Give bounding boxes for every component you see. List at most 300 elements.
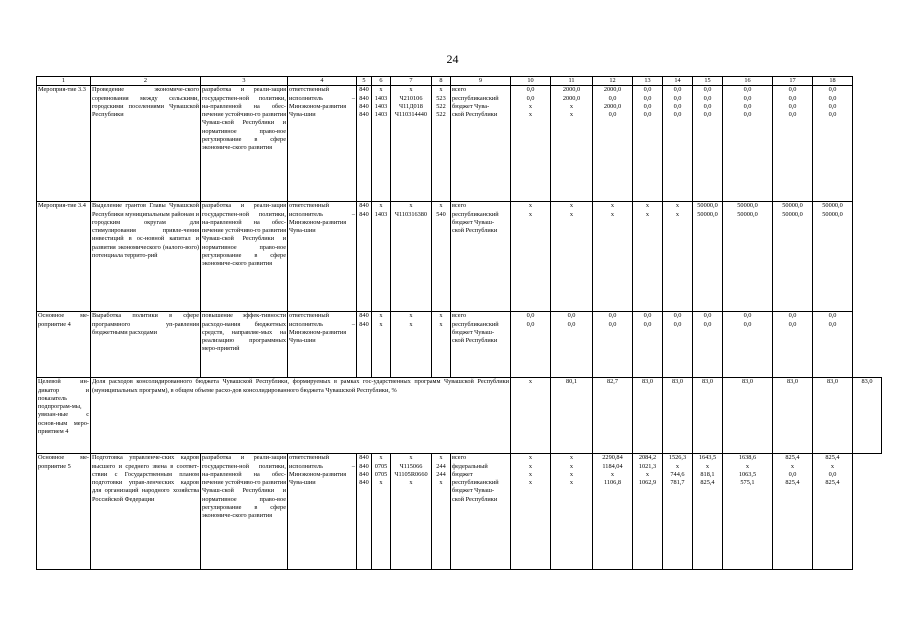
value-column-cell xyxy=(451,86,511,202)
value-column-cell xyxy=(813,202,853,312)
value-line: х xyxy=(569,202,574,210)
value-line: х xyxy=(569,102,574,110)
table-row xyxy=(37,454,882,570)
value-column-cell xyxy=(451,454,511,570)
value-line xyxy=(664,219,691,227)
value-line: х xyxy=(610,210,615,218)
value-line: бюджет Чуваш- xyxy=(452,487,495,495)
value-line xyxy=(358,227,370,235)
measure-name-cell: Проведение экономиче-ского соревнования между сельскими, городскими поселениями Чувашской Республики xyxy=(91,86,201,202)
value-line: федеральный xyxy=(452,462,488,470)
value-column-cell xyxy=(432,312,451,378)
value-line: 840 xyxy=(359,312,369,320)
value-column-cell xyxy=(372,202,391,312)
value-line: 840 xyxy=(359,86,369,94)
value-line: 818,1 xyxy=(700,470,715,478)
indicator-value-cell: 83,0 xyxy=(693,378,723,454)
header-cell: 8 xyxy=(432,77,451,86)
value-line xyxy=(694,337,721,345)
value-line xyxy=(774,337,811,345)
value-line: 0,0 xyxy=(703,94,712,102)
value-column-cell xyxy=(693,454,723,570)
value-line: х xyxy=(675,210,680,218)
table-row xyxy=(37,378,882,454)
value-column-cell xyxy=(723,454,773,570)
header-cell: 4 xyxy=(288,77,357,86)
value-line xyxy=(814,487,851,495)
value-line xyxy=(664,337,691,345)
measure-name-cell: Выработка политики в сфере программного уп-равления бюджетными расходами xyxy=(91,312,201,378)
page-number: 24 xyxy=(446,52,459,66)
executor-cell: ответственный исполнитель – Минэконом-развития Чува-шии xyxy=(288,86,357,202)
value-line: 744,6 xyxy=(670,470,685,478)
value-line: 0,0 xyxy=(673,94,682,102)
value-line: 840 xyxy=(359,479,369,487)
indicator-value-cell: 82,7 xyxy=(593,378,633,454)
value-line: республиканский xyxy=(452,94,499,102)
value-line: 781,7 xyxy=(670,479,685,487)
value-line xyxy=(814,337,851,345)
result-cell: разработка и реали-зация государствен-ной политики, на-правленной на обес-печение устойчиво-го развития Чуваш-ской Республики и нормативное право-вое регулирование в сфере экономиче-ского развития xyxy=(201,202,288,312)
value-line: х xyxy=(569,210,574,218)
value-line xyxy=(634,496,661,504)
value-line: всего xyxy=(452,454,467,462)
value-line: 840 xyxy=(359,454,369,462)
value-line xyxy=(634,227,661,235)
value-line: 244 xyxy=(436,470,446,478)
value-line: Ч115066 xyxy=(399,462,423,470)
value-line: 0,0 xyxy=(526,320,535,328)
value-line: х xyxy=(379,479,383,487)
value-line: х xyxy=(645,202,650,210)
header-cell: 15 xyxy=(693,77,723,86)
result-cell: разработка и реали-зация государствен-ной политики, на-правленной на обес-печение устойчиво-го развития Чуваш-ской Республики и нормативное право-вое регулирование в сфере экономиче-ского развития xyxy=(201,454,288,570)
value-line xyxy=(552,496,591,504)
value-line: 50000,0 xyxy=(737,202,758,210)
value-line: 840 xyxy=(359,470,369,478)
value-line: 50000,0 xyxy=(782,202,803,210)
value-line: х xyxy=(439,202,443,210)
value-line: 522 xyxy=(436,102,446,110)
indicator-value-cell: 80,1 xyxy=(551,378,593,454)
value-line: 1063,5 xyxy=(738,470,757,478)
value-line: 0,0 xyxy=(788,86,797,94)
value-column-cell xyxy=(551,454,593,570)
value-line: 0,0 xyxy=(673,86,682,94)
value-line: 522 xyxy=(436,111,446,119)
value-line xyxy=(634,487,661,495)
value-line: х xyxy=(409,454,413,462)
value-column-cell xyxy=(391,202,432,312)
value-line: 0,0 xyxy=(828,470,837,478)
value-line: 0,0 xyxy=(567,312,576,320)
value-column-cell xyxy=(391,312,432,378)
value-line xyxy=(724,227,771,235)
value-column-cell xyxy=(511,454,551,570)
header-cell: 12 xyxy=(593,77,633,86)
value-line xyxy=(552,219,591,227)
value-line: 244 xyxy=(436,462,446,470)
value-line: 825,4 xyxy=(785,454,800,462)
executor-cell: ответственный исполнитель – Минэконом-развития Чува-шии xyxy=(288,312,357,378)
value-column-cell xyxy=(357,454,372,570)
value-line: бюджет Чуваш- xyxy=(452,328,495,336)
value-line xyxy=(774,496,811,504)
value-column-cell xyxy=(432,202,451,312)
value-line: 0,0 xyxy=(643,94,652,102)
value-line: х xyxy=(379,320,383,328)
value-line: 2000,0 xyxy=(562,94,581,102)
value-line: 825,4 xyxy=(825,454,840,462)
value-column-cell xyxy=(451,312,511,378)
value-line: 1643,5 xyxy=(698,454,717,462)
header-cell: 16 xyxy=(723,77,773,86)
value-line: 1403 xyxy=(374,210,388,218)
value-line xyxy=(552,487,591,495)
value-line: бюджет xyxy=(452,470,473,478)
value-line xyxy=(392,219,430,227)
value-line: ской Республики xyxy=(452,227,498,235)
value-column-cell xyxy=(663,86,693,202)
value-line xyxy=(664,496,691,504)
value-column-cell xyxy=(693,312,723,378)
value-line: 0,0 xyxy=(828,86,837,94)
value-column-cell xyxy=(633,202,663,312)
value-line xyxy=(774,227,811,235)
table-row xyxy=(37,312,882,378)
value-line: 0,0 xyxy=(526,86,535,94)
value-line xyxy=(814,227,851,235)
value-line: 523 xyxy=(436,94,446,102)
value-line xyxy=(552,329,591,337)
header-cell: 2 xyxy=(91,77,201,86)
value-line: 1526,3 xyxy=(668,454,687,462)
header-row xyxy=(37,77,882,86)
indicator-value-cell: 83,0 xyxy=(773,378,813,454)
header-cell: 11 xyxy=(551,77,593,86)
value-line: 840 xyxy=(359,210,369,218)
indicator-value-cell: 83,0 xyxy=(633,378,663,454)
value-line: 2000,0 xyxy=(603,102,622,110)
value-column-cell xyxy=(432,454,451,570)
value-line: Ч11Д018 xyxy=(399,102,423,110)
value-column-cell xyxy=(723,312,773,378)
value-line xyxy=(392,329,430,337)
value-line: 0,0 xyxy=(828,320,837,328)
value-line: х xyxy=(569,479,574,487)
value-line: 0,0 xyxy=(828,102,837,110)
value-column-cell xyxy=(593,312,633,378)
value-column-cell xyxy=(593,86,633,202)
value-line: х xyxy=(528,470,533,478)
value-line: 1403 xyxy=(374,102,388,110)
value-line xyxy=(724,487,771,495)
value-line: 1403 xyxy=(374,111,388,119)
row-label-cell: Основное ме-роприятие 5 xyxy=(37,454,91,570)
result-cell: разработка и реали-зация государствен-ной политики, на-правленной на обес-печение устойчиво-го развития Чуваш-ской Республики и нормативное право-вое регулирование в сфере экономиче-ского развития xyxy=(201,86,288,202)
indicator-text-cell: Доля расходов консолидированного бюджета Чувашской Республики, формируемых в рамках гос-ударственных программ Чувашской Республики (муниципальных программ), в общем объеме расхо-дов консолидированного бюджета Чувашской Республики, % xyxy=(91,378,511,454)
value-line xyxy=(814,219,851,227)
value-line: х xyxy=(439,86,443,94)
value-line: ской Республики xyxy=(452,495,498,503)
value-column-cell xyxy=(511,86,551,202)
value-line: 825,4 xyxy=(825,479,840,487)
value-line xyxy=(392,496,430,504)
value-line: 840 xyxy=(359,462,369,470)
row-label-cell: Основное ме-роприятие 4 xyxy=(37,312,91,378)
measure-name-cell: Подготовка управленче-ских кадров высшего и среднего звена в соответ-ствии с Государственным планом подготовки управ-ленческих кадров для организаций народного хозяйства Российской Федерации xyxy=(91,454,201,570)
value-line: всего xyxy=(452,312,467,320)
value-line xyxy=(694,219,721,227)
value-line: Ч210106 xyxy=(399,94,423,102)
value-line xyxy=(373,219,389,227)
value-column-cell xyxy=(663,312,693,378)
value-line: 1403 xyxy=(374,94,388,102)
value-line: ской Республики xyxy=(452,337,498,345)
value-line: 0,0 xyxy=(788,94,797,102)
value-line: 0,0 xyxy=(703,312,712,320)
value-line: 840 xyxy=(359,320,369,328)
value-line xyxy=(814,329,851,337)
value-line: х xyxy=(379,312,383,320)
value-line: х xyxy=(569,111,574,119)
value-line: 0,0 xyxy=(673,320,682,328)
value-line xyxy=(694,329,721,337)
value-line xyxy=(594,337,631,345)
value-line xyxy=(634,219,661,227)
value-line xyxy=(724,329,771,337)
value-line xyxy=(433,496,449,504)
value-line: 540 xyxy=(436,210,446,218)
value-column-cell xyxy=(551,312,593,378)
value-line: 840 xyxy=(359,102,369,110)
value-line: 0,0 xyxy=(743,86,752,94)
value-line: бюджет Чуваш- xyxy=(452,218,495,226)
value-line xyxy=(358,219,370,227)
value-line xyxy=(512,219,549,227)
result-cell: повышение эффек-тивности расходо-вания бюджетных средств, направляе-мых на реализацию программных меро-приятий xyxy=(201,312,288,378)
value-column-cell xyxy=(511,202,551,312)
value-column-cell xyxy=(773,86,813,202)
value-line: 2000,0 xyxy=(603,86,622,94)
value-column-cell xyxy=(813,312,853,378)
table-row xyxy=(37,202,882,312)
value-line: х xyxy=(528,454,533,462)
value-line: 0,0 xyxy=(703,86,712,94)
value-line xyxy=(552,337,591,345)
value-line: х xyxy=(645,210,650,218)
value-column-cell xyxy=(633,312,663,378)
value-line xyxy=(433,329,449,337)
value-line: всего xyxy=(452,202,467,210)
value-line: х xyxy=(528,102,533,110)
value-line: х xyxy=(645,470,650,478)
value-column-cell xyxy=(593,202,633,312)
value-line: х xyxy=(610,470,615,478)
measure-name-cell: Выделение грантов Главы Чувашской Республики муниципальным районам и городским округам для стимулирования привле-чения инвестиций в ос-новной капитал и развития экономического (налого-вого) потенциала террито-рий xyxy=(91,202,201,312)
value-column-cell xyxy=(773,312,813,378)
value-line: республиканский xyxy=(452,210,499,218)
value-line: 0,0 xyxy=(608,94,617,102)
value-line xyxy=(594,227,631,235)
value-column-cell xyxy=(663,454,693,570)
value-column-cell xyxy=(593,454,633,570)
value-line: 0,0 xyxy=(673,312,682,320)
value-column-cell xyxy=(357,86,372,202)
value-line: х xyxy=(439,479,443,487)
value-column-cell xyxy=(773,202,813,312)
value-line: 0,0 xyxy=(608,111,617,119)
value-line xyxy=(512,337,549,345)
value-column-cell xyxy=(372,312,391,378)
value-line: 1021,3 xyxy=(638,462,657,470)
row-label-cell: Мероприя-тие 3.3 xyxy=(37,86,91,202)
value-line: 2084,2 xyxy=(638,454,657,462)
value-line: 0,0 xyxy=(643,111,652,119)
value-line xyxy=(512,329,549,337)
indicator-value-cell: 83,0 xyxy=(813,378,853,454)
value-column-cell xyxy=(813,86,853,202)
value-line xyxy=(594,219,631,227)
value-column-cell xyxy=(451,202,511,312)
value-line: х xyxy=(439,312,443,320)
value-line xyxy=(512,487,549,495)
value-line: 0,0 xyxy=(743,94,752,102)
executor-cell: ответственный исполнитель – Минэконом-развития Чува-шии xyxy=(288,202,357,312)
value-line xyxy=(724,219,771,227)
value-line: х xyxy=(379,86,383,94)
value-line: 0705 xyxy=(374,462,388,470)
value-column-cell xyxy=(391,454,432,570)
value-line: республиканский xyxy=(452,320,499,328)
indicator-value-cell: 83,0 xyxy=(663,378,693,454)
value-column-cell xyxy=(511,312,551,378)
value-line: х xyxy=(439,454,443,462)
value-line xyxy=(814,496,851,504)
value-column-cell xyxy=(551,86,593,202)
value-line xyxy=(594,329,631,337)
value-column-cell xyxy=(663,202,693,312)
value-line: 0,0 xyxy=(526,94,535,102)
value-line: бюджет Чува- xyxy=(452,102,490,110)
value-line: х xyxy=(409,479,413,487)
value-line: 0,0 xyxy=(526,312,535,320)
value-line: 1638,6 xyxy=(738,454,757,462)
value-column-cell xyxy=(551,202,593,312)
value-line: республиканский xyxy=(452,479,499,487)
value-line: х xyxy=(569,470,574,478)
value-line: х xyxy=(528,202,533,210)
value-line: 0,0 xyxy=(828,94,837,102)
value-line: 0,0 xyxy=(703,102,712,110)
value-line: 0,0 xyxy=(643,86,652,94)
value-line: 840 xyxy=(359,94,369,102)
value-line xyxy=(373,227,389,235)
value-line: х xyxy=(675,462,680,470)
value-line xyxy=(664,329,691,337)
value-line: х xyxy=(705,462,710,470)
value-line: 0,0 xyxy=(788,312,797,320)
value-line xyxy=(373,496,389,504)
header-cell: 18 xyxy=(813,77,853,86)
value-line: 50000,0 xyxy=(782,210,803,218)
value-line: х xyxy=(830,462,835,470)
indicator-value-cell: 83,0 xyxy=(853,378,882,454)
value-line xyxy=(694,496,721,504)
value-column-cell xyxy=(693,202,723,312)
value-line xyxy=(392,487,430,495)
header-cell: 5 xyxy=(357,77,372,86)
budget-table xyxy=(36,76,882,570)
value-line xyxy=(433,227,449,235)
value-line xyxy=(512,496,549,504)
value-line: 50000,0 xyxy=(737,210,758,218)
value-line: 0,0 xyxy=(673,111,682,119)
value-line: х xyxy=(379,202,383,210)
value-line: 50000,0 xyxy=(697,202,718,210)
value-line: 0,0 xyxy=(788,320,797,328)
value-column-cell xyxy=(357,202,372,312)
value-line: х xyxy=(528,111,533,119)
value-line: 0,0 xyxy=(788,111,797,119)
value-line: х xyxy=(439,320,443,328)
value-line: 0,0 xyxy=(643,320,652,328)
value-line: 0,0 xyxy=(673,102,682,110)
value-column-cell xyxy=(773,454,813,570)
executor-cell: ответственный исполнитель – Минэконом-развития Чува-шии xyxy=(288,454,357,570)
value-line: 0,0 xyxy=(743,320,752,328)
value-line xyxy=(774,487,811,495)
value-line: х xyxy=(409,202,413,210)
table-row xyxy=(37,86,882,202)
value-line: 0,0 xyxy=(743,102,752,110)
value-column-cell xyxy=(372,454,391,570)
value-line: 0,0 xyxy=(828,111,837,119)
value-column-cell xyxy=(693,86,723,202)
value-line xyxy=(634,329,661,337)
value-line xyxy=(433,219,449,227)
value-line: всего xyxy=(452,86,467,94)
value-line xyxy=(358,487,370,495)
value-line xyxy=(724,337,771,345)
value-line: 50000,0 xyxy=(822,202,843,210)
value-line: 0,0 xyxy=(567,320,576,328)
value-line xyxy=(664,487,691,495)
value-line xyxy=(594,487,631,495)
value-line: 2000,0 xyxy=(562,86,581,94)
value-line xyxy=(358,337,370,345)
value-line xyxy=(392,227,430,235)
indicator-value-cell: 83,0 xyxy=(723,378,773,454)
value-line: х xyxy=(675,202,680,210)
header-cell: 13 xyxy=(633,77,663,86)
value-line: 840 xyxy=(359,202,369,210)
value-line xyxy=(594,496,631,504)
header-cell: 9 xyxy=(451,77,511,86)
value-line: 0,0 xyxy=(643,312,652,320)
value-line: 50000,0 xyxy=(822,210,843,218)
header-cell: 7 xyxy=(391,77,432,86)
value-line: 825,4 xyxy=(700,479,715,487)
value-line: х xyxy=(569,462,574,470)
value-line: 0,0 xyxy=(788,470,797,478)
value-line: ской Республики xyxy=(452,111,498,119)
header-cell: 10 xyxy=(511,77,551,86)
value-line: 0,0 xyxy=(643,102,652,110)
value-line: 0,0 xyxy=(608,312,617,320)
value-column-cell xyxy=(372,86,391,202)
header-cell: 14 xyxy=(663,77,693,86)
